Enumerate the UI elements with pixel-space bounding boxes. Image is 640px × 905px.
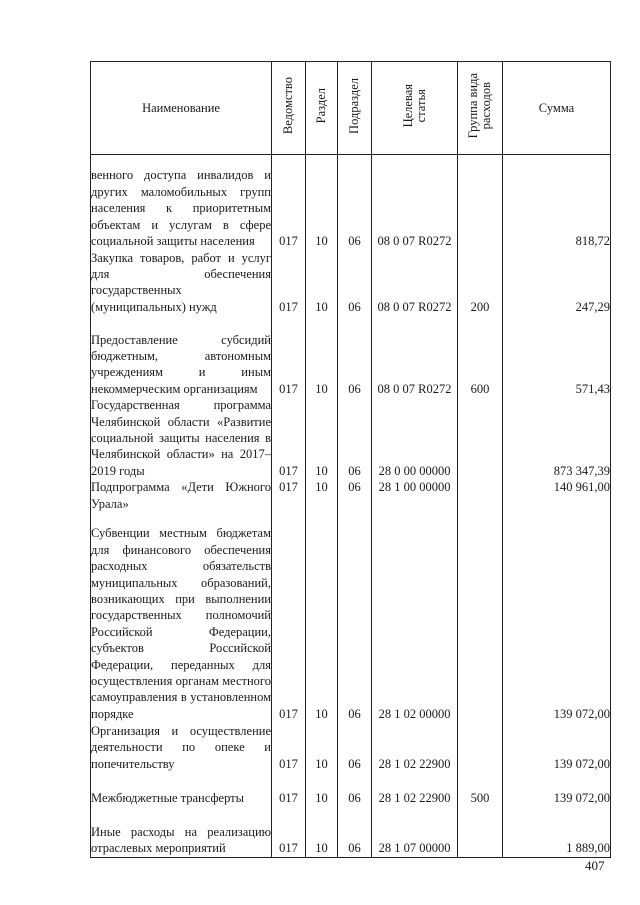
budget-table [90,61,611,858]
table-row [91,512,611,722]
row-podrazdel: 06 [338,155,372,250]
row-gruppa [458,155,503,250]
row-vedomstvo: 017 [272,397,306,479]
header-podrazdel: Подраздел [338,62,372,155]
row-podrazdel: 06 [338,250,372,316]
table-row [91,250,611,316]
row-name: Подпрограмма «Дети Южного Урала» [91,480,271,511]
table-row [91,722,611,772]
row-name: Субвенции местным бюджетам для финансового обеспечения расходных обязательств муниципальных образований, возникающих при выполнении государственных полномочий Российской Федерации, субъектов Российской Федерации, переданных для осуществления органам местного самоуправления в установленном порядке [91,512,272,722]
header-name: Наименование [91,62,272,155]
row-summa: 1 889,00 [503,806,611,857]
row-summa: 139 072,00 [503,772,611,806]
header-vedomstvo: Ведомство [272,62,306,155]
row-summa: 247,29 [503,250,611,316]
row-celevaya: 28 1 02 00000 [372,512,458,722]
header-summa: Сумма [503,62,611,155]
row-gruppa: 500 [458,772,503,806]
page-number: 407 [585,858,605,873]
table-row [91,479,611,512]
row-vedomstvo: 017 [272,772,306,806]
row-razdel: 10 [306,806,338,857]
row-summa: 818,72 [503,155,611,250]
row-gruppa [458,806,503,857]
table-row [91,315,611,397]
row-podrazdel: 06 [338,315,372,397]
row-vedomstvo: 017 [272,806,306,857]
header-celevaya: Целевая статья [372,62,458,155]
row-celevaya: 28 0 00 00000 [372,397,458,479]
row-gruppa [458,479,503,512]
row-celevaya: 28 1 07 00000 [372,806,458,857]
row-razdel: 10 [306,155,338,250]
row-podrazdel: 06 [338,806,372,857]
row-podrazdel: 06 [338,397,372,479]
row-name: Государственная программа Челябинской области «Развитие социальной защиты населения в Челябинской области» на 2017–2019 годы [91,398,271,478]
table-row [91,806,611,857]
row-name: Закупка товаров, работ и услуг для обеспечения государственных (муниципальных) нужд [91,250,271,314]
row-celevaya: 08 0 07 R0272 [372,250,458,316]
row-vedomstvo: 017 [272,155,306,250]
row-celevaya: 28 1 02 22900 [372,722,458,772]
row-celevaya: 08 0 07 R0272 [372,315,458,397]
row-name: Межбюджетные трансферты [91,772,272,806]
header-gruppa: Группа вида расходов [458,62,503,155]
row-gruppa [458,397,503,479]
header-row [91,62,611,155]
row-razdel: 10 [306,512,338,722]
row-vedomstvo: 017 [272,512,306,722]
row-vedomstvo: 017 [272,250,306,316]
row-summa: 140 961,00 [503,479,611,512]
row-podrazdel: 06 [338,479,372,512]
row-celevaya: 28 1 00 00000 [372,479,458,512]
row-vedomstvo: 017 [272,315,306,397]
row-name: Предоставление субсидий бюджетным, автономным учреждениям и иным некоммерческим организациям [91,315,272,397]
row-vedomstvo: 017 [272,722,306,772]
row-podrazdel: 06 [338,512,372,722]
row-podrazdel: 06 [338,722,372,772]
table-row [91,397,611,479]
row-gruppa: 600 [458,315,503,397]
row-name: венного доступа инвалидов и других маломобильных групп населения к приоритетным объектам и услугам в сфере социальной защиты населения [91,155,272,250]
row-summa: 873 347,39 [503,397,611,479]
header-razdel: Раздел [306,62,338,155]
row-razdel: 10 [306,397,338,479]
row-razdel: 10 [306,772,338,806]
row-gruppa [458,512,503,722]
row-name: Иные расходы на реализацию отраслевых мероприятий [91,806,272,857]
row-razdel: 10 [306,722,338,772]
table-row [91,772,611,806]
row-razdel: 10 [306,479,338,512]
row-gruppa [458,722,503,772]
row-summa: 139 072,00 [503,722,611,772]
table-row [91,155,611,250]
row-vedomstvo: 017 [272,479,306,512]
row-razdel: 10 [306,250,338,316]
row-podrazdel: 06 [338,772,372,806]
row-razdel: 10 [306,315,338,397]
row-celevaya: 08 0 07 R0272 [372,155,458,250]
row-summa: 139 072,00 [503,512,611,722]
row-gruppa: 200 [458,250,503,316]
row-summa: 571,43 [503,315,611,397]
row-celevaya: 28 1 02 22900 [372,772,458,806]
row-name: Организация и осуществление деятельности по опеке и попечительству [91,723,271,771]
